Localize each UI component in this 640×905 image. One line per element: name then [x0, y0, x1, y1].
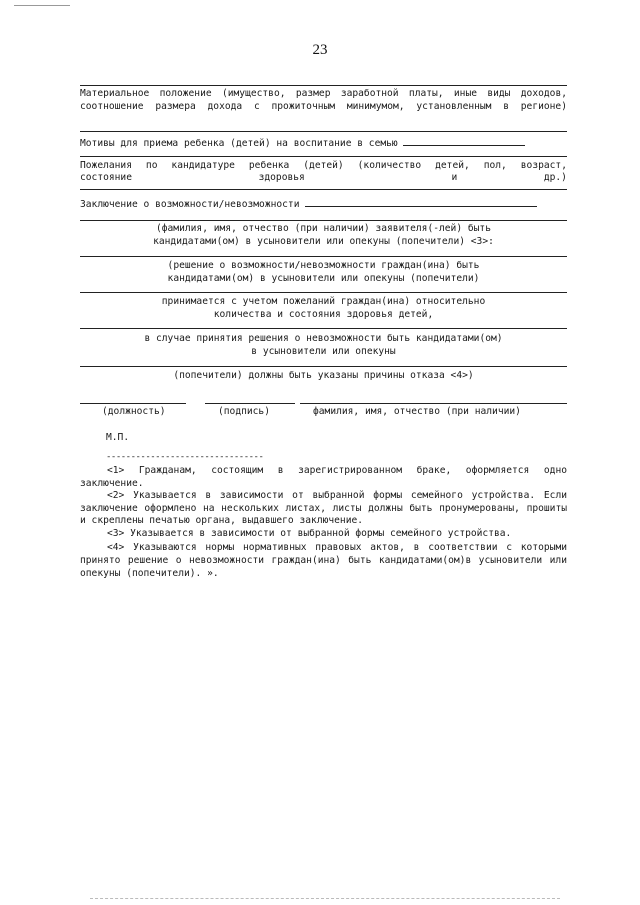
- wishes-word: здоровья: [258, 172, 305, 183]
- name-line[interactable]: [300, 403, 567, 404]
- scan-mark-bottom: [90, 898, 560, 899]
- caption-decision-line-2: кандидатами(ом) в усыновители или опекуны (попечители): [167, 273, 480, 284]
- fill-line[interactable]: [80, 189, 567, 190]
- position-line[interactable]: [80, 403, 186, 404]
- caption-refusal-line-1: в случае принятия решения о невозможности быть кандидатами(ом): [144, 333, 503, 344]
- fill-line[interactable]: [80, 220, 567, 221]
- material-situation-text: Материальное положение (имущество, размер заработной платы, иные виды доходов, соотношение размера дохода с прожиточным минимумом, установленным в регионе): [80, 88, 567, 112]
- scan-mark-top: [14, 5, 70, 6]
- caption-refusal-reasons: (попечители) должны быть указаны причины отказа <4>): [173, 370, 474, 381]
- fill-line[interactable]: [80, 85, 567, 86]
- fill-line[interactable]: [80, 328, 567, 329]
- conclusion-label: Заключение о возможности/невозможности: [80, 199, 300, 210]
- fill-line[interactable]: [80, 131, 567, 132]
- signature-caption: (подпись): [218, 406, 270, 417]
- page-number: 23: [312, 42, 328, 58]
- fill-line[interactable]: [80, 366, 567, 367]
- caption-applicant-line-2: кандидатами(ом) в усыновители или опекуны (попечители) <3>:: [153, 236, 494, 247]
- fill-line[interactable]: [80, 256, 567, 257]
- name-caption: фамилия, имя, отчество (при наличии): [313, 406, 521, 417]
- wishes-line-2: [80, 172, 567, 185]
- signature-line[interactable]: [205, 403, 295, 404]
- wishes-word: состояние: [80, 172, 132, 183]
- position-caption: (должность): [102, 406, 166, 417]
- closing-quote: ».: [207, 567, 219, 579]
- footnote-separator: --------------------------------: [106, 452, 264, 462]
- wishes-word: и: [451, 172, 458, 183]
- caption-wishes-line-2: количества и состояния здоровья детей,: [213, 309, 434, 320]
- fill-line[interactable]: [80, 292, 567, 293]
- wishes-line-1: Пожелания по кандидатуре ребенка (детей) (количество детей, пол, возраст,: [80, 160, 567, 171]
- conclusion-input-line[interactable]: [305, 197, 537, 207]
- conclusion-row: [80, 197, 567, 212]
- wishes-word: др.): [543, 172, 567, 183]
- caption-applicant-line-1: (фамилия, имя, отчество (при наличии) заявителя(-лей) быть: [155, 223, 491, 234]
- stamp-placeholder: М.П.: [106, 432, 130, 443]
- motives-row: [80, 136, 567, 151]
- footnote-3: <3> Указывается в зависимости от выбранной формы семейного устройства.: [107, 527, 512, 539]
- footnote-2: <2> Указывается в зависимости от выбранной формы семейного устройства. Если заключение оформлено на нескольких листах, листы должны быть пронумерованы, прошиты и скреплены печатью органа, выдавшего заключение.: [80, 490, 567, 527]
- footnote-4-text: <4> Указываются нормы нормативных правовых актов, в соответствии с которыми принято решение о невозможности граждан(ина) быть кандидатами(ом)в усыновители или опекуны (попечители).: [80, 541, 567, 579]
- motives-label: Мотивы для приема ребенка (детей) на воспитание в семью: [80, 138, 398, 149]
- caption-decision-line-1: (решение о возможности/невозможности граждан(ина) быть: [167, 260, 480, 271]
- motives-input-line[interactable]: [403, 136, 525, 146]
- fill-line[interactable]: [80, 156, 567, 157]
- footnotes: [80, 465, 567, 580]
- footnote-1: <1> Гражданам, состоящим в зарегистрированном браке, оформляется одно заключение.: [80, 465, 567, 489]
- caption-refusal-line-2: в усыновители или опекуны: [251, 346, 396, 357]
- caption-wishes-line-1: принимается с учетом пожеланий граждан(ина) относительно: [161, 296, 486, 307]
- footnote-4: [80, 541, 567, 580]
